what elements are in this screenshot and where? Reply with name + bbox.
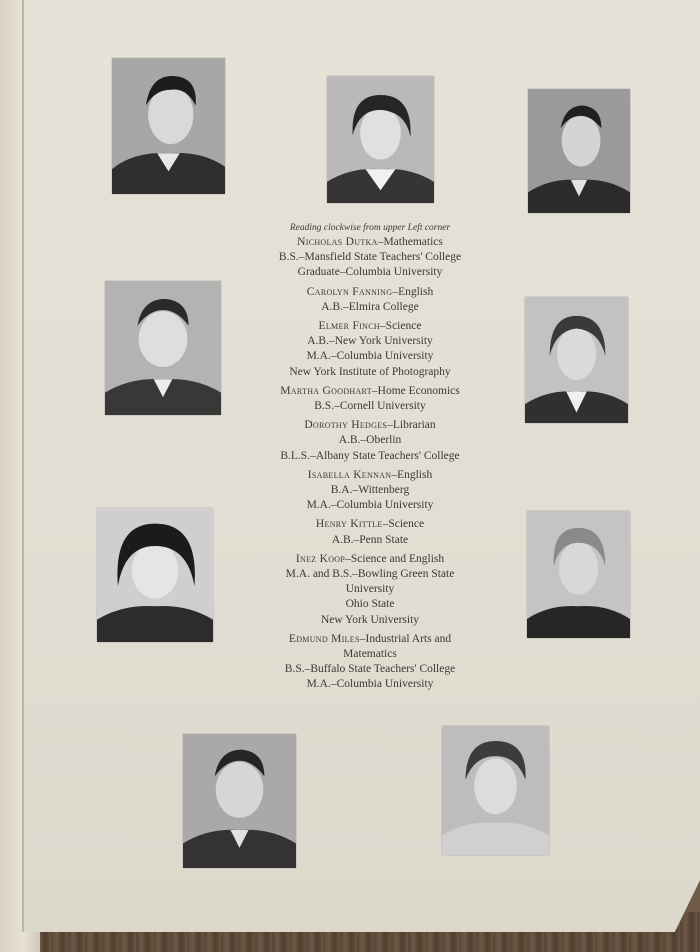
faculty-credential: B.S.–Mansfield State Teachers' College: [278, 251, 462, 264]
faculty-name: Inez Koop: [295, 552, 346, 565]
faculty-entry: Martha Goodhart–Home Economics B.S.–Cornell University: [240, 384, 500, 414]
faculty-credential: M.A.–Columbia University: [306, 678, 434, 691]
portrait-photo-9: [183, 734, 296, 868]
faculty-credential: B.L.S.–Albany State Teachers' College: [280, 449, 460, 462]
faculty-credential: New York Institute of Photography: [289, 365, 451, 378]
faculty-credential: University: [345, 583, 395, 596]
faculty-name: Carolyn Fanning: [306, 285, 393, 298]
portrait-photo-4: [105, 281, 221, 415]
faculty-subject: Science and English: [350, 552, 445, 565]
faculty-entry: Carolyn Fanning–English A.B.–Elmira College: [240, 285, 500, 315]
portrait-photo-5: [525, 297, 628, 423]
portrait-photo-6: [97, 508, 213, 642]
faculty-name: Isabella Kennan: [307, 468, 392, 481]
faculty-subject: Librarian: [392, 419, 436, 432]
portrait-photo-7: [527, 511, 630, 638]
faculty-subject: Industrial Arts and: [365, 632, 452, 645]
faculty-credential: B.A.–Wittenberg: [330, 484, 410, 497]
faculty-credential: M.A.–Columbia University: [306, 499, 434, 512]
faculty-name: Elmer Finch: [318, 320, 380, 333]
faculty-entry: Elmer Finch–Science A.B.–New York University M.A.–Columbia University New York Institute of Photography: [240, 319, 500, 380]
portrait-photo-2: [327, 76, 434, 203]
portrait-photo-3: [528, 89, 630, 213]
faculty-credential: Graduate–Columbia University: [297, 266, 443, 279]
caption-intro: Reading clockwise from upper Left corner: [289, 223, 451, 233]
faculty-entry: Edmund Miles–Industrial Arts and Matematics B.S.–Buffalo State Teachers' College M.A.–Columbia University: [240, 632, 500, 693]
faculty-name: Edmund Miles: [288, 632, 360, 645]
faculty-subject: English: [397, 468, 433, 481]
faculty-entry: Inez Koop–Science and English M.A. and B.S.–Bowling Green State University Ohio State New York University: [240, 552, 500, 628]
faculty-name: Nicholas Dutka: [297, 236, 378, 248]
faculty-credential: B.S.–Cornell University: [314, 400, 426, 413]
faculty-credential: M.A.–Columbia University: [306, 350, 434, 363]
faculty-credential: B.S.–Buffalo State Teachers' College: [284, 663, 456, 676]
faculty-credential: M.A. and B.S.–Bowling Green State: [285, 568, 455, 581]
faculty-credential: A.B.–New York University: [307, 335, 433, 348]
portrait-photo-8: [442, 726, 549, 855]
faculty-subject-continued: Matematics: [343, 648, 397, 661]
faculty-caption: [240, 222, 500, 697]
faculty-credential: New York University: [320, 613, 420, 626]
portrait-photo-1: [112, 58, 225, 194]
faculty-name: Henry Kittle: [315, 518, 383, 531]
faculty-subject: Science: [388, 518, 425, 531]
faculty-subject: Home Economics: [377, 384, 460, 397]
faculty-credential: Ohio State: [345, 598, 395, 611]
faculty-credential: A.B.–Elmira College: [321, 300, 419, 313]
faculty-entry: Dorothy Hedges–Librarian A.B.–Oberlin B.L.S.–Albany State Teachers' College: [240, 418, 500, 464]
faculty-credential: A.B.–Penn State: [331, 533, 409, 546]
faculty-entry: Isabella Kennan–English B.A.–Wittenberg M.A.–Columbia University: [240, 468, 500, 514]
faculty-subject: English: [398, 285, 434, 298]
faculty-entry: Henry Kittle–Science A.B.–Penn State: [240, 517, 500, 547]
faculty-name: Dorothy Hedges: [304, 419, 388, 432]
faculty-entry: Nicholas Dutka–Mathematics B.S.–Mansfield State Teachers' College Graduate–Columbia University: [240, 235, 500, 281]
faculty-subject: Science: [385, 320, 422, 333]
faculty-credential: A.B.–Oberlin: [338, 434, 402, 447]
faculty-subject: Mathematics: [383, 236, 443, 248]
faculty-name: Martha Goodhart: [280, 384, 372, 397]
